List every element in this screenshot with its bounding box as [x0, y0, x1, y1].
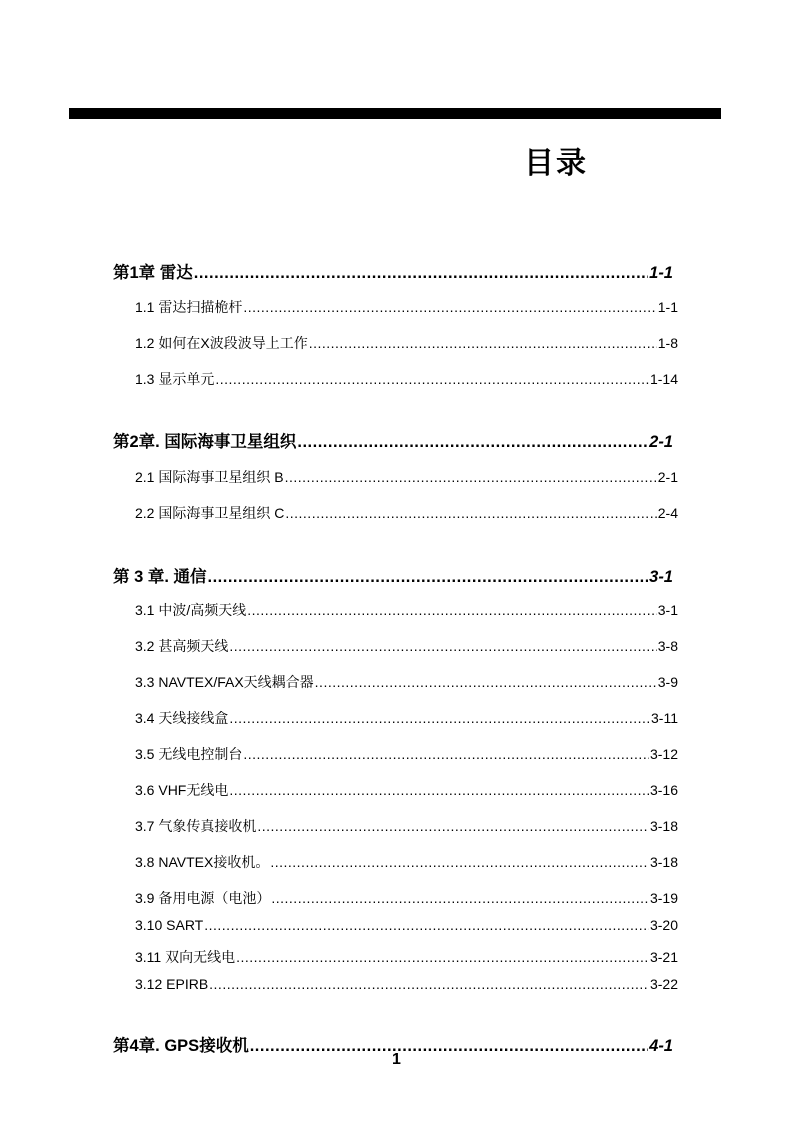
toc-leader-dots: [243, 299, 656, 315]
toc-leader-dots: [229, 710, 650, 726]
toc-chapter-2[interactable]: [113, 428, 673, 452]
toc-section-3-3[interactable]: [135, 672, 678, 692]
toc-leader-dots: [209, 976, 649, 992]
toc-chapter-page: 1-1: [649, 264, 673, 282]
toc-section-1-3[interactable]: [135, 369, 678, 389]
toc-section-label: 1.2 如何在X波段波导上工作: [135, 335, 308, 351]
toc-leader-dots: [271, 890, 649, 906]
toc-section-3-7[interactable]: [135, 816, 678, 836]
toc-section-page: 3-22: [649, 976, 678, 992]
toc-section-page: 3-8: [657, 638, 678, 654]
toc-section-label: 3.11 双向无线电: [135, 949, 236, 965]
page-number: 1: [392, 1051, 401, 1068]
toc-section-page: 3-9: [657, 674, 678, 690]
toc-section-page: 3-11: [651, 710, 678, 726]
toc-leader-dots: [297, 433, 648, 452]
toc-section-2-2[interactable]: [135, 503, 678, 523]
toc-section-label: 2.2 国际海事卫星组织 C: [135, 505, 285, 521]
toc-chapter-label: 第 3 章. 通信: [113, 568, 207, 586]
toc-section-label: 3.7 气象传真接收机: [135, 818, 257, 834]
toc-leader-dots: [285, 469, 657, 485]
toc-chapter-page: 2-1: [649, 433, 673, 451]
toc-section-3-9[interactable]: [135, 888, 678, 908]
toc-leader-dots: [247, 602, 657, 618]
toc-leader-dots: [215, 371, 649, 387]
toc-leader-dots: [194, 264, 648, 283]
toc-section-3-5[interactable]: [135, 744, 678, 764]
toc-section-label: 1.3 显示单元: [135, 371, 215, 387]
page-title: 目录: [524, 147, 588, 180]
toc-section-label: 3.2 甚高频天线: [135, 638, 229, 654]
toc-section-label: 3.1 中波/高频天线: [135, 602, 247, 618]
toc-section-page: 3-1: [657, 602, 678, 618]
toc-section-label: 3.4 天线接线盒: [135, 710, 229, 726]
toc-section-label: 3.3 NAVTEX/FAX天线耦合器: [135, 674, 314, 690]
toc-section-label: 3.9 备用电源（电池）: [135, 890, 271, 906]
toc-section-page: 3-20: [649, 917, 678, 933]
toc-section-label: 3.12 EPIRB: [135, 976, 209, 992]
toc-section-page: 2-4: [657, 505, 678, 521]
toc-chapter-page: 4-1: [649, 1037, 673, 1055]
toc-leader-dots: [229, 782, 649, 798]
toc-section-3-10[interactable]: [135, 917, 678, 933]
toc-section-3-1[interactable]: [135, 600, 678, 620]
toc-section-page: 1-1: [657, 299, 678, 315]
toc-chapter-label: 第4章. GPS接收机: [113, 1037, 249, 1055]
toc-section-1-2[interactable]: [135, 333, 678, 353]
toc-leader-dots: [315, 674, 657, 690]
toc-section-page: 3-18: [649, 818, 678, 834]
toc-section-label: 3.6 VHF无线电: [135, 782, 229, 798]
toc-section-label: 3.10 SART: [135, 917, 204, 933]
toc-section-3-2[interactable]: [135, 636, 678, 656]
toc-section-3-4[interactable]: [135, 708, 678, 728]
toc-leader-dots: [208, 568, 649, 587]
toc-chapter-1[interactable]: [113, 259, 673, 283]
toc-leader-dots: [243, 746, 649, 762]
toc-section-page: 3-21: [649, 949, 678, 965]
toc-section-page: 2-1: [657, 469, 678, 485]
toc-section-page: 1-8: [657, 335, 678, 351]
toc-chapter-label: 第2章. 国际海事卫星组织: [113, 433, 297, 451]
toc-section-2-1[interactable]: [135, 467, 678, 487]
toc-chapter-3[interactable]: [113, 563, 673, 587]
toc-leader-dots: [285, 505, 656, 521]
toc-section-page: 3-12: [649, 746, 678, 762]
toc-section-page: 3-16: [649, 782, 678, 798]
toc-leader-dots: [204, 917, 649, 933]
toc-section-1-1[interactable]: [135, 297, 678, 317]
toc-section-3-8[interactable]: [135, 852, 678, 872]
toc-section-page: 3-19: [649, 890, 678, 906]
toc-leader-dots: [309, 335, 657, 351]
toc-leader-dots: [257, 818, 649, 834]
toc-section-label: 2.1 国际海事卫星组织 B: [135, 469, 284, 485]
toc-leader-dots: [236, 949, 649, 965]
toc-section-3-11[interactable]: [135, 947, 678, 967]
toc-chapter-label: 第1章 雷达: [113, 264, 193, 282]
toc-leader-dots: [270, 854, 649, 870]
toc-section-label: 3.8 NAVTEX接收机。: [135, 854, 270, 870]
toc-section-page: 3-18: [649, 854, 678, 870]
toc-section-3-12[interactable]: [135, 976, 678, 992]
toc-section-label: 3.5 无线电控制台: [135, 746, 243, 762]
toc-section-label: 1.1 雷达扫描桅杆: [135, 299, 243, 315]
toc-section-page: 1-14: [649, 371, 678, 387]
toc-chapter-page: 3-1: [649, 568, 673, 586]
toc-leader-dots: [229, 638, 656, 654]
toc-section-3-6[interactable]: [135, 780, 678, 800]
